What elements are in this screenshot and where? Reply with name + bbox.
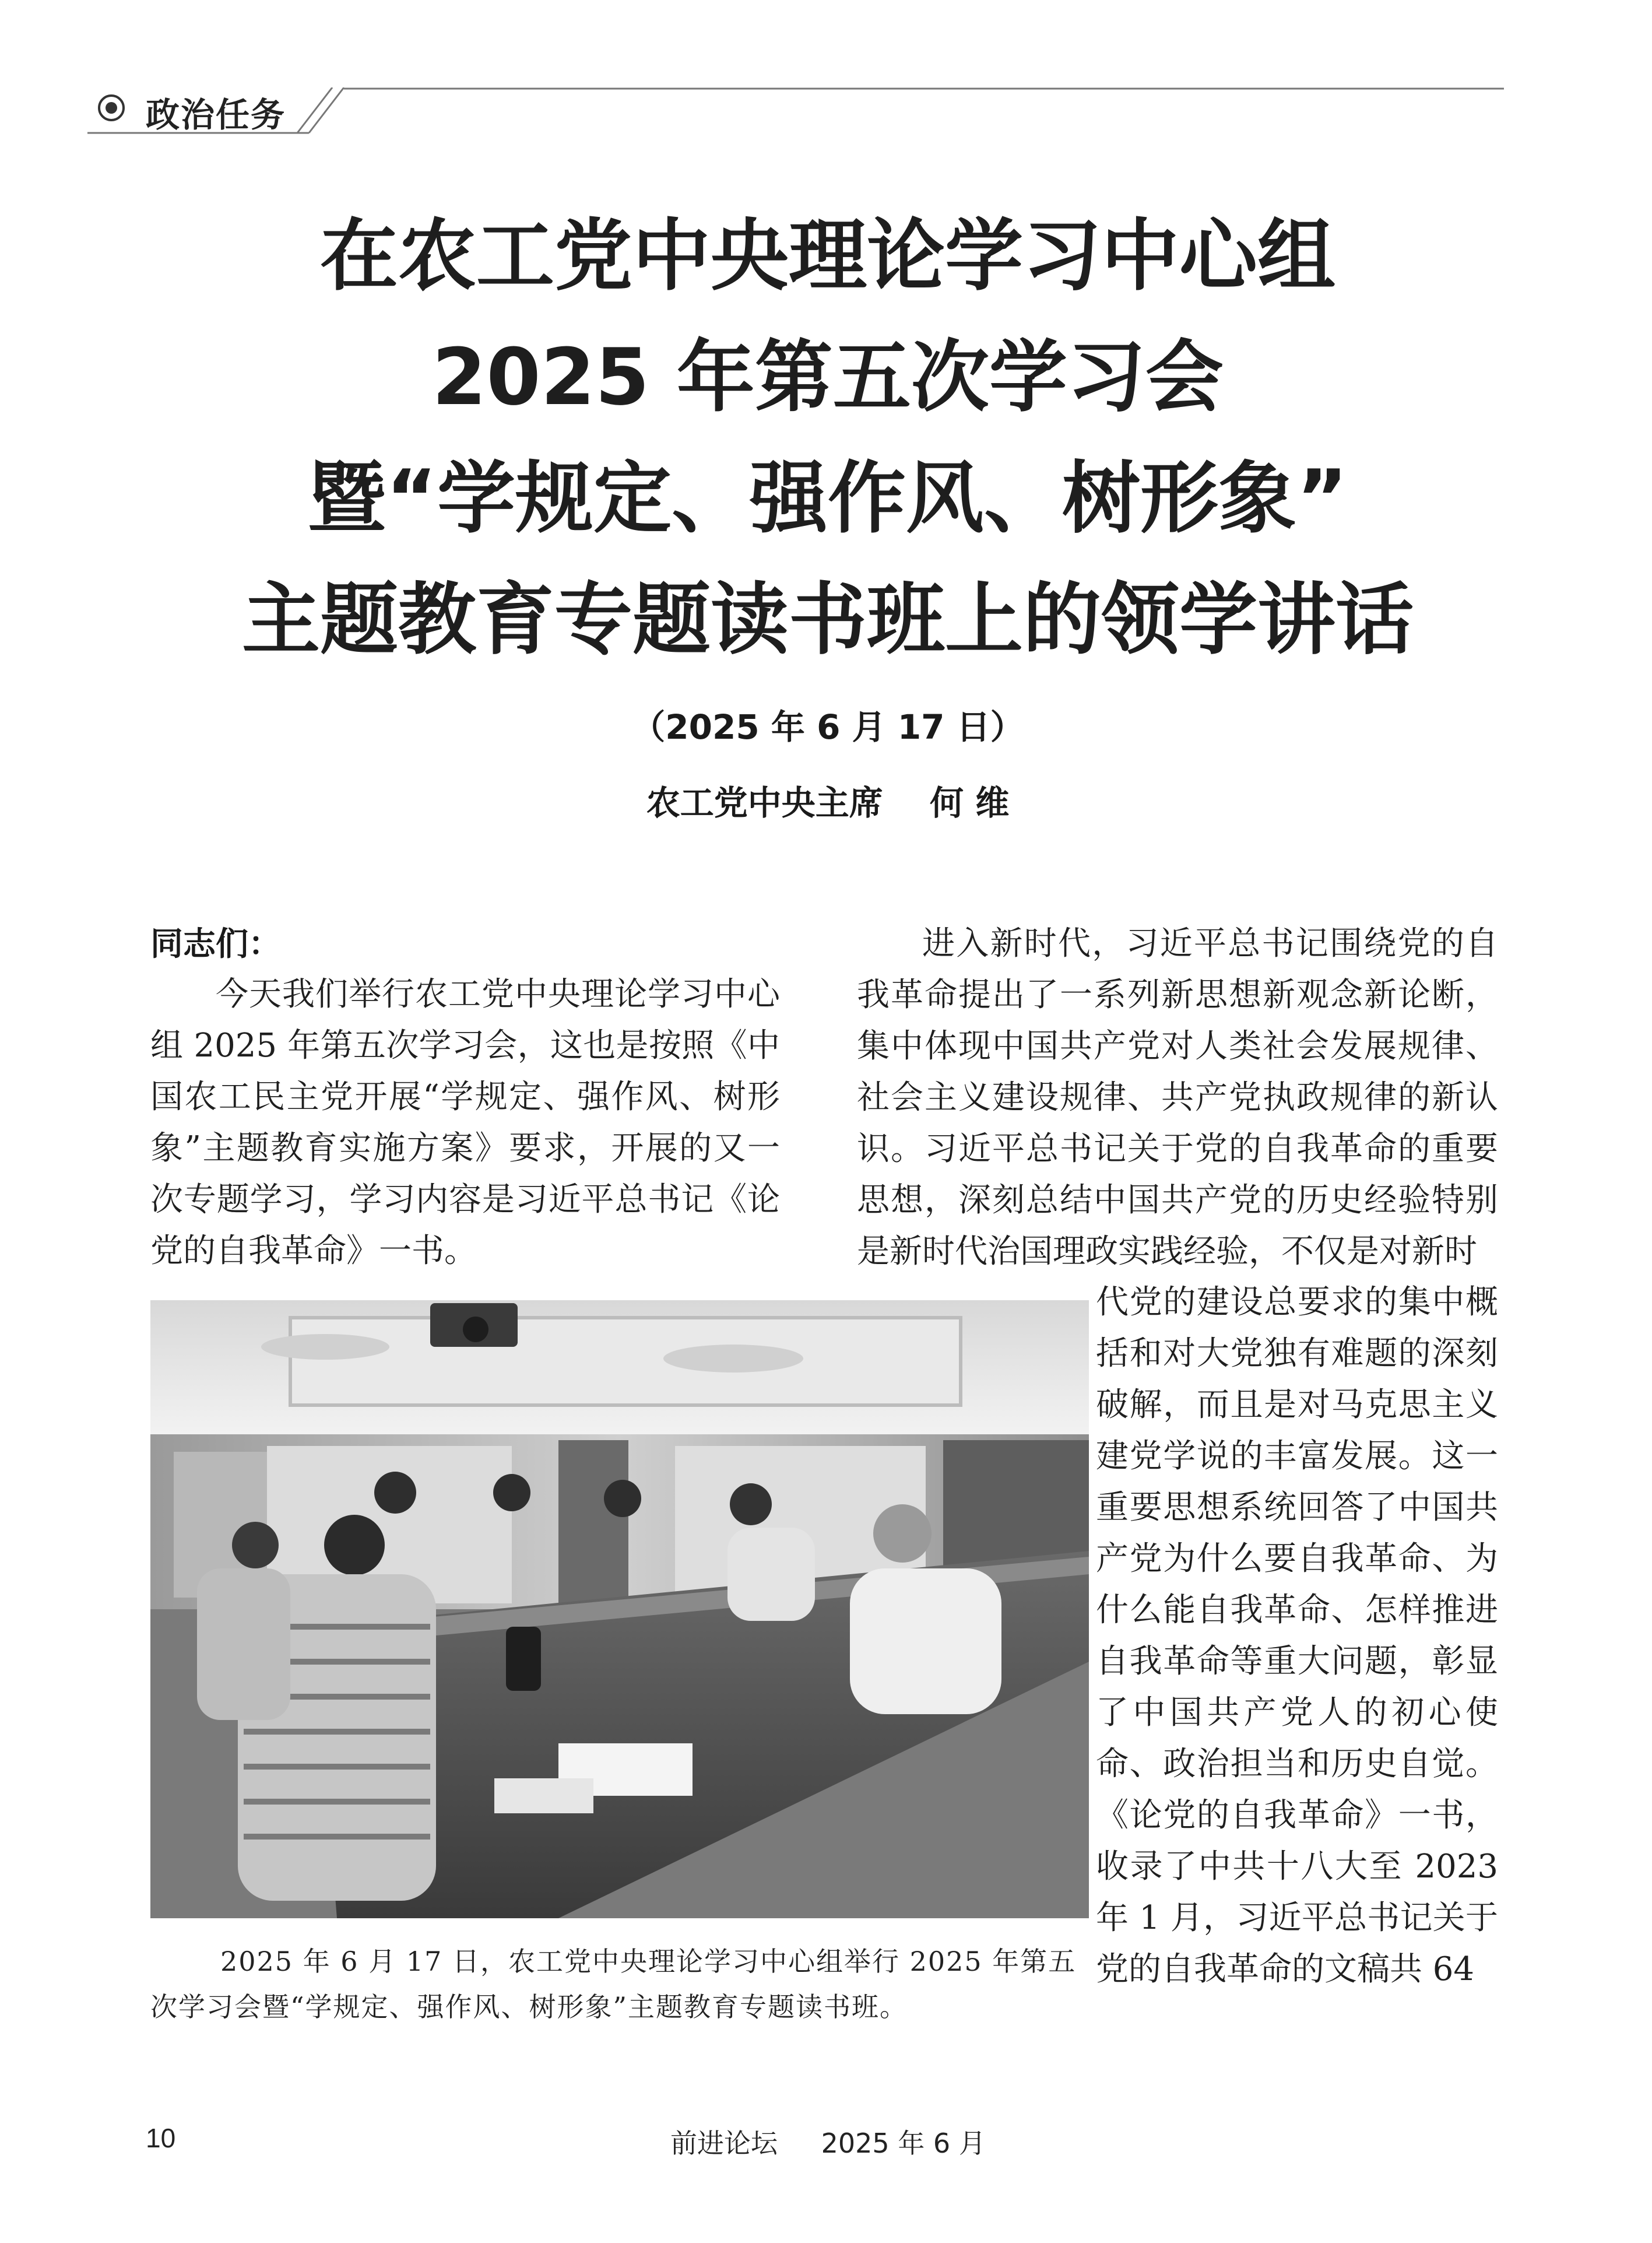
salutation: 同志们： [150, 925, 281, 963]
section-label: 政治任务 [146, 95, 286, 135]
author-byline [117, 775, 1539, 824]
section-header [87, 87, 1504, 134]
title-line: 主题教育专题读书班上的领学讲话 [241, 574, 1414, 665]
title-line: 在农工党中央理论学习中心组 [319, 210, 1335, 301]
page-number: 10 [146, 2123, 176, 2153]
meeting-photo [150, 1300, 1089, 1918]
footer-journal-info [670, 2122, 986, 2161]
author-title: 农工党中央主席 [646, 783, 883, 823]
author-name: 何 维 [930, 783, 1010, 823]
photo-caption-text: 2025 年 6 月 17 日，农工党中央理论学习中心组举行 2025 年第五次学习会暨“学规定、强作风、树形象”主题教育专题读书班。 [150, 1946, 1077, 2023]
paragraph: 今天我们举行农工党中央理论学习中心组 2025 年第五次学习会，这也是按照《中国农工民主党开展“学规定、强作风、树形象”主题教育实施方案》要求，开展的又一次专题学习，学习内容是习近平总书记《论党的自我革命》一书。 [150, 975, 780, 1270]
paragraph-continued: 代党的建设总要求的集中概括和对大党独有难题的深刻破解，而且是对马克思主义建党学说的丰富发展。这一重要思想系统回答了中国共产党为什么要自我革命、为什么能自我革命、怎样推进自我革命等重大问题，彰显了中国共产党人的初心使命、政治担当和历史自觉。《论党的自我革命》一书，收录了中共十八大至 2023 年 1 月，习近平总书记关于党的自我革命的文稿共 64 [1096, 1283, 1498, 1988]
article-title [117, 195, 1539, 680]
meeting-photo-image [150, 1300, 1089, 1918]
paragraph: 进入新时代，习近平总书记围绕党的自我革命提出了一系列新思想新观念新论断，集中体现中国共产党对人类社会发展规律、社会主义建设规律、共产党执政规律的新认识。习近平总书记关于党的自我革命的重要思想，深刻总结中国共产党的历史经验特别是新时代治国理政实践经验，不仅是对新时 [857, 925, 1498, 1270]
photo-caption [150, 1939, 1089, 2030]
title-line: 暨“学规定、强作风、树形象” [307, 453, 1348, 544]
header-rule [87, 87, 1504, 134]
title-line: 2025 年第五次学习会 [432, 332, 1224, 423]
journal-name: 前进论坛 [670, 2128, 778, 2159]
section-bullet-icon [98, 94, 125, 121]
article-date: （2025 年 6 月 17 日） [631, 707, 1024, 747]
right-column [857, 918, 1498, 1277]
issue-date: 2025 年 6 月 [821, 2128, 986, 2159]
